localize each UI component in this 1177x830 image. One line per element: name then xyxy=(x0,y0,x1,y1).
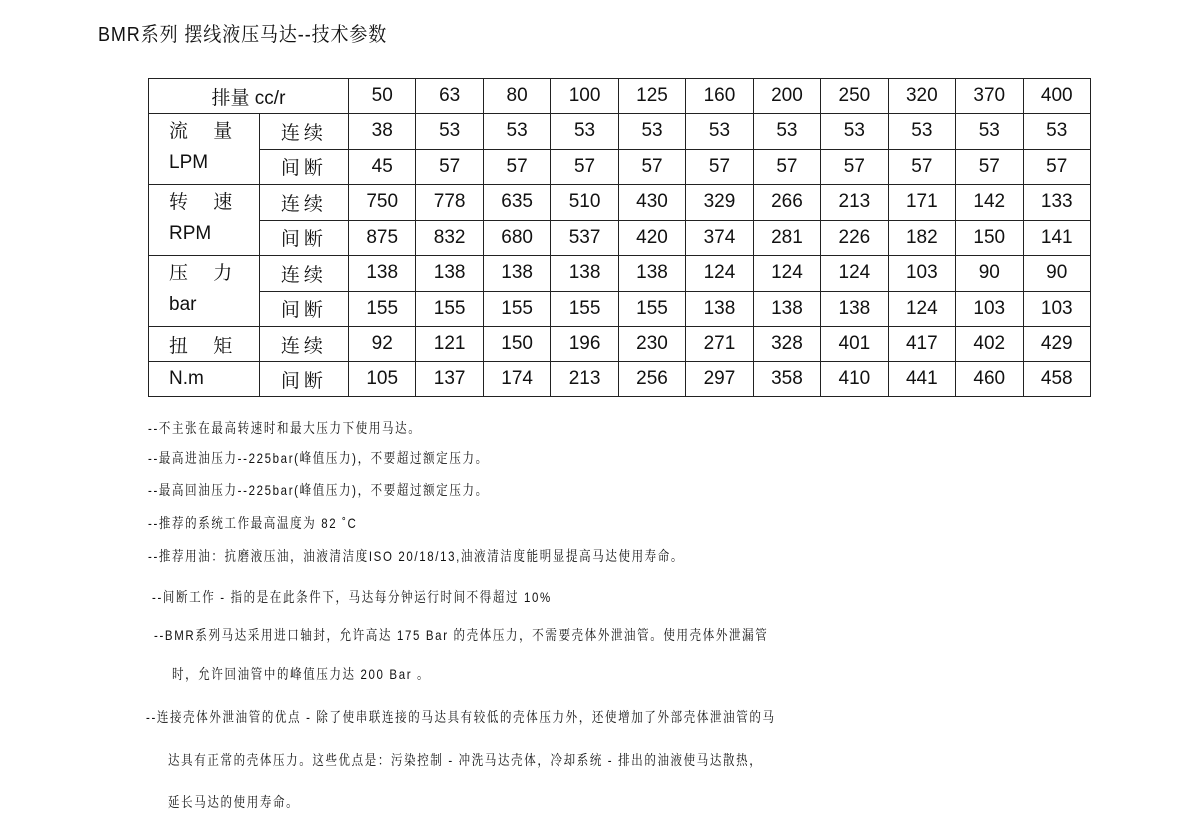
group-unit: RPM xyxy=(169,223,212,244)
value-cell: 57 xyxy=(821,149,888,185)
value-cell: 271 xyxy=(686,327,753,362)
value-cell: 138 xyxy=(416,256,483,292)
value-cell: 138 xyxy=(348,256,415,292)
displacement-header: 160 xyxy=(686,79,753,114)
value-cell: 141 xyxy=(1023,220,1091,256)
value-cell: 124 xyxy=(821,256,888,292)
value-cell: 196 xyxy=(551,327,618,362)
table-row xyxy=(149,256,1091,292)
displacement-header: 80 xyxy=(483,79,550,114)
value-cell: 155 xyxy=(483,291,550,327)
table-row xyxy=(149,362,1091,397)
value-cell: 53 xyxy=(753,114,820,150)
group-label xyxy=(149,114,260,185)
value-cell: 155 xyxy=(416,291,483,327)
value-cell: 402 xyxy=(956,327,1023,362)
note-line: --最高回油压力--225bar(峰值压力)，不要超过额定压力。 xyxy=(148,482,489,498)
mode-label: 间断 xyxy=(259,149,348,185)
displacement-header: 200 xyxy=(753,79,820,114)
value-cell: 138 xyxy=(753,291,820,327)
value-cell: 680 xyxy=(483,220,550,256)
value-cell: 92 xyxy=(348,327,415,362)
displacement-header: 63 xyxy=(416,79,483,114)
value-cell: 875 xyxy=(348,220,415,256)
value-cell: 297 xyxy=(686,362,753,397)
value-cell: 441 xyxy=(888,362,955,397)
value-cell: 53 xyxy=(618,114,685,150)
mode-label: 连续 xyxy=(259,256,348,292)
value-cell: 417 xyxy=(888,327,955,362)
value-cell: 57 xyxy=(551,149,618,185)
value-cell: 137 xyxy=(416,362,483,397)
group-label xyxy=(149,185,260,256)
value-cell: 57 xyxy=(686,149,753,185)
value-cell: 57 xyxy=(416,149,483,185)
header-row xyxy=(149,79,1091,114)
value-cell: 57 xyxy=(618,149,685,185)
value-cell: 57 xyxy=(888,149,955,185)
group-name: 压 力 xyxy=(169,263,243,284)
table-row xyxy=(149,327,1091,362)
displacement-header: 125 xyxy=(618,79,685,114)
value-cell: 138 xyxy=(618,256,685,292)
value-cell: 401 xyxy=(821,327,888,362)
value-cell: 138 xyxy=(686,291,753,327)
spec-table xyxy=(148,78,1091,397)
value-cell: 420 xyxy=(618,220,685,256)
displacement-header: 50 xyxy=(348,79,415,114)
table-row xyxy=(149,114,1091,150)
value-cell: 230 xyxy=(618,327,685,362)
note-line: 达具有正常的壳体压力。这些优点是：污染控制 - 冲洗马达壳体，冷却系统 - 排出的油液使马达散热， xyxy=(168,752,763,768)
group-unit: LPM xyxy=(169,152,209,173)
displacement-header: 250 xyxy=(821,79,888,114)
table-row xyxy=(149,149,1091,185)
note-line: 延长马达的使用寿命。 xyxy=(168,794,300,810)
value-cell: 778 xyxy=(416,185,483,221)
note-line: --最高进油压力--225bar(峰值压力)，不要超过额定压力。 xyxy=(148,450,489,466)
value-cell: 150 xyxy=(956,220,1023,256)
value-cell: 150 xyxy=(483,327,550,362)
value-cell: 124 xyxy=(753,256,820,292)
value-cell: 38 xyxy=(348,114,415,150)
value-cell: 53 xyxy=(956,114,1023,150)
value-cell: 281 xyxy=(753,220,820,256)
value-cell: 90 xyxy=(1023,256,1091,292)
group-label xyxy=(149,256,260,327)
value-cell: 53 xyxy=(686,114,753,150)
value-cell: 45 xyxy=(348,149,415,185)
value-cell: 90 xyxy=(956,256,1023,292)
value-cell: 138 xyxy=(483,256,550,292)
note-line: --连接壳体外泄油管的优点 - 除了使串联连接的马达具有较低的壳体压力外，还使增加了外部壳体泄油管的马 xyxy=(146,709,776,725)
value-cell: 171 xyxy=(888,185,955,221)
value-cell: 213 xyxy=(551,362,618,397)
value-cell: 213 xyxy=(821,185,888,221)
value-cell: 155 xyxy=(618,291,685,327)
value-cell: 510 xyxy=(551,185,618,221)
note-line: --BMR系列马达采用进口轴封，允许高达 175 Bar 的壳体压力，不需要壳体外泄油管。使用壳体外泄漏管 xyxy=(154,627,769,643)
value-cell: 226 xyxy=(821,220,888,256)
value-cell: 53 xyxy=(416,114,483,150)
value-cell: 328 xyxy=(753,327,820,362)
table-row xyxy=(149,185,1091,221)
value-cell: 458 xyxy=(1023,362,1091,397)
value-cell: 133 xyxy=(1023,185,1091,221)
value-cell: 358 xyxy=(753,362,820,397)
value-cell: 256 xyxy=(618,362,685,397)
displacement-header: 320 xyxy=(888,79,955,114)
value-cell: 57 xyxy=(956,149,1023,185)
group-name: 扭 矩 xyxy=(149,327,260,362)
group-name: 流 量 xyxy=(169,121,243,142)
group-unit: bar xyxy=(169,294,197,315)
value-cell: 155 xyxy=(348,291,415,327)
value-cell: 103 xyxy=(888,256,955,292)
value-cell: 460 xyxy=(956,362,1023,397)
value-cell: 182 xyxy=(888,220,955,256)
value-cell: 53 xyxy=(1023,114,1091,150)
table-row xyxy=(149,220,1091,256)
value-cell: 429 xyxy=(1023,327,1091,362)
value-cell: 53 xyxy=(888,114,955,150)
value-cell: 57 xyxy=(753,149,820,185)
value-cell: 635 xyxy=(483,185,550,221)
value-cell: 53 xyxy=(821,114,888,150)
value-cell: 174 xyxy=(483,362,550,397)
table-row xyxy=(149,291,1091,327)
value-cell: 103 xyxy=(1023,291,1091,327)
value-cell: 138 xyxy=(551,256,618,292)
value-cell: 266 xyxy=(753,185,820,221)
header-label: 排量 cc/r xyxy=(149,79,349,114)
mode-label: 连续 xyxy=(259,114,348,150)
note-line: --推荐的系统工作最高温度为 82 ˚C xyxy=(148,515,358,531)
value-cell: 121 xyxy=(416,327,483,362)
displacement-header: 370 xyxy=(956,79,1023,114)
mode-label: 连续 xyxy=(259,185,348,221)
value-cell: 410 xyxy=(821,362,888,397)
note-line: 时，允许回油管中的峰值压力达 200 Bar 。 xyxy=(172,666,431,682)
value-cell: 53 xyxy=(483,114,550,150)
note-line: --间断工作 - 指的是在此条件下，马达每分钟运行时间不得超过 10% xyxy=(152,589,552,605)
value-cell: 57 xyxy=(483,149,550,185)
value-cell: 832 xyxy=(416,220,483,256)
value-cell: 138 xyxy=(821,291,888,327)
mode-label: 间断 xyxy=(259,220,348,256)
value-cell: 105 xyxy=(348,362,415,397)
value-cell: 430 xyxy=(618,185,685,221)
value-cell: 537 xyxy=(551,220,618,256)
value-cell: 374 xyxy=(686,220,753,256)
value-cell: 142 xyxy=(956,185,1023,221)
note-line: --推荐用油：抗磨液压油，油液清洁度ISO 20/18/13,油液清洁度能明显提高马达使用寿命。 xyxy=(148,548,685,564)
mode-label: 连续 xyxy=(259,327,348,362)
group-name: 转 速 xyxy=(169,192,243,213)
value-cell: 155 xyxy=(551,291,618,327)
value-cell: 329 xyxy=(686,185,753,221)
value-cell: 53 xyxy=(551,114,618,150)
value-cell: 750 xyxy=(348,185,415,221)
value-cell: 124 xyxy=(888,291,955,327)
mode-label: 间断 xyxy=(259,362,348,397)
value-cell: 103 xyxy=(956,291,1023,327)
value-cell: 57 xyxy=(1023,149,1091,185)
note-line: --不主张在最高转速时和最大压力下使用马达。 xyxy=(148,420,422,436)
displacement-header: 100 xyxy=(551,79,618,114)
displacement-header: 400 xyxy=(1023,79,1091,114)
value-cell: 124 xyxy=(686,256,753,292)
page-title: BMR系列 摆线液压马达--技术参数 xyxy=(98,24,388,46)
group-unit: N.m xyxy=(149,362,260,397)
mode-label: 间断 xyxy=(259,291,348,327)
